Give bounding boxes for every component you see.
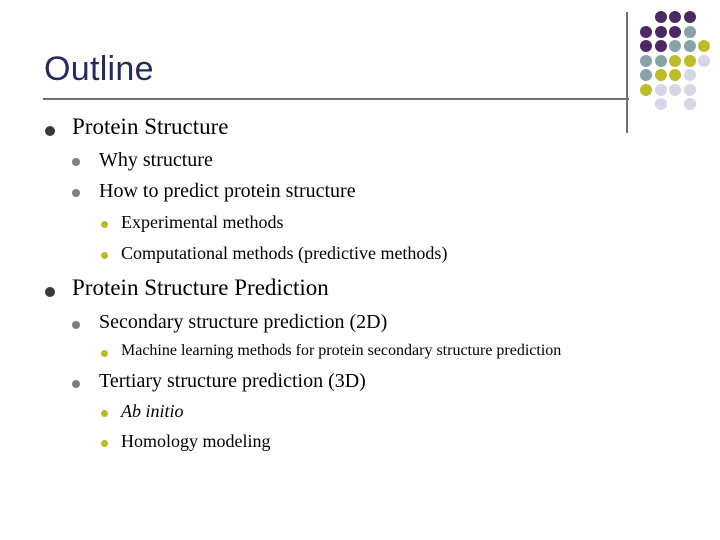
decorative-dot: [640, 26, 652, 38]
decorative-dot: [684, 55, 696, 67]
outline-item-protein-structure: Protein Structure: [72, 114, 229, 139]
decorative-dot: [684, 69, 696, 81]
decorative-dot: [669, 11, 681, 23]
decorative-dot-grid: [636, 10, 718, 120]
bullet-level3: [101, 221, 108, 228]
decorative-dot: [640, 40, 652, 52]
bullet-level3: [101, 440, 108, 447]
outline-item-homology-modeling: Homology modeling: [121, 431, 271, 451]
decorative-dot: [684, 98, 696, 110]
bullet-level1: [45, 126, 55, 136]
outline-item-secondary-structure: Secondary structure prediction (2D): [99, 311, 388, 333]
decorative-dot: [669, 69, 681, 81]
decorative-dot: [655, 98, 667, 110]
bullet-level3: [101, 410, 108, 417]
decorative-dot: [655, 55, 667, 67]
decorative-dot: [684, 26, 696, 38]
outline-item-tertiary-structure: Tertiary structure prediction (3D): [99, 370, 366, 392]
outline-item-how-to-predict: How to predict protein structure: [99, 180, 356, 202]
bullet-level2: [72, 321, 80, 329]
outline-item-computational-methods: Computational methods (predictive methods): [121, 243, 448, 263]
decorative-dot: [698, 55, 710, 67]
decorative-dot: [669, 84, 681, 96]
decorative-dot: [684, 84, 696, 96]
decorative-dot: [698, 40, 710, 52]
bullet-level3: [101, 350, 108, 357]
decorative-dot: [655, 26, 667, 38]
decorative-dot: [640, 84, 652, 96]
outline-item-protein-structure-prediction: Protein Structure Prediction: [72, 275, 329, 300]
decorative-dot: [655, 11, 667, 23]
bullet-level2: [72, 380, 80, 388]
decorative-dot: [669, 26, 681, 38]
decorative-dot: [655, 84, 667, 96]
slide-title: Outline: [44, 50, 154, 88]
decorative-dot: [684, 11, 696, 23]
decorative-dot: [640, 69, 652, 81]
decorative-dot: [684, 40, 696, 52]
bullet-level2: [72, 189, 80, 197]
decorative-dot: [669, 40, 681, 52]
title-underline: [43, 98, 629, 100]
outline-item-machine-learning: Machine learning methods for protein secondary structure prediction: [121, 342, 562, 359]
bullet-level2: [72, 158, 80, 166]
outline-item-ab-initio: Ab initio: [121, 401, 184, 421]
outline-item-why-structure: Why structure: [99, 149, 213, 171]
decorative-dot: [640, 55, 652, 67]
decorative-dot: [669, 55, 681, 67]
decorative-dot: [655, 40, 667, 52]
bullet-level3: [101, 252, 108, 259]
bullet-level1: [45, 287, 55, 297]
outline-item-experimental-methods: Experimental methods: [121, 212, 284, 232]
decorative-dot: [655, 69, 667, 81]
decorative-vertical-line: [626, 12, 628, 133]
